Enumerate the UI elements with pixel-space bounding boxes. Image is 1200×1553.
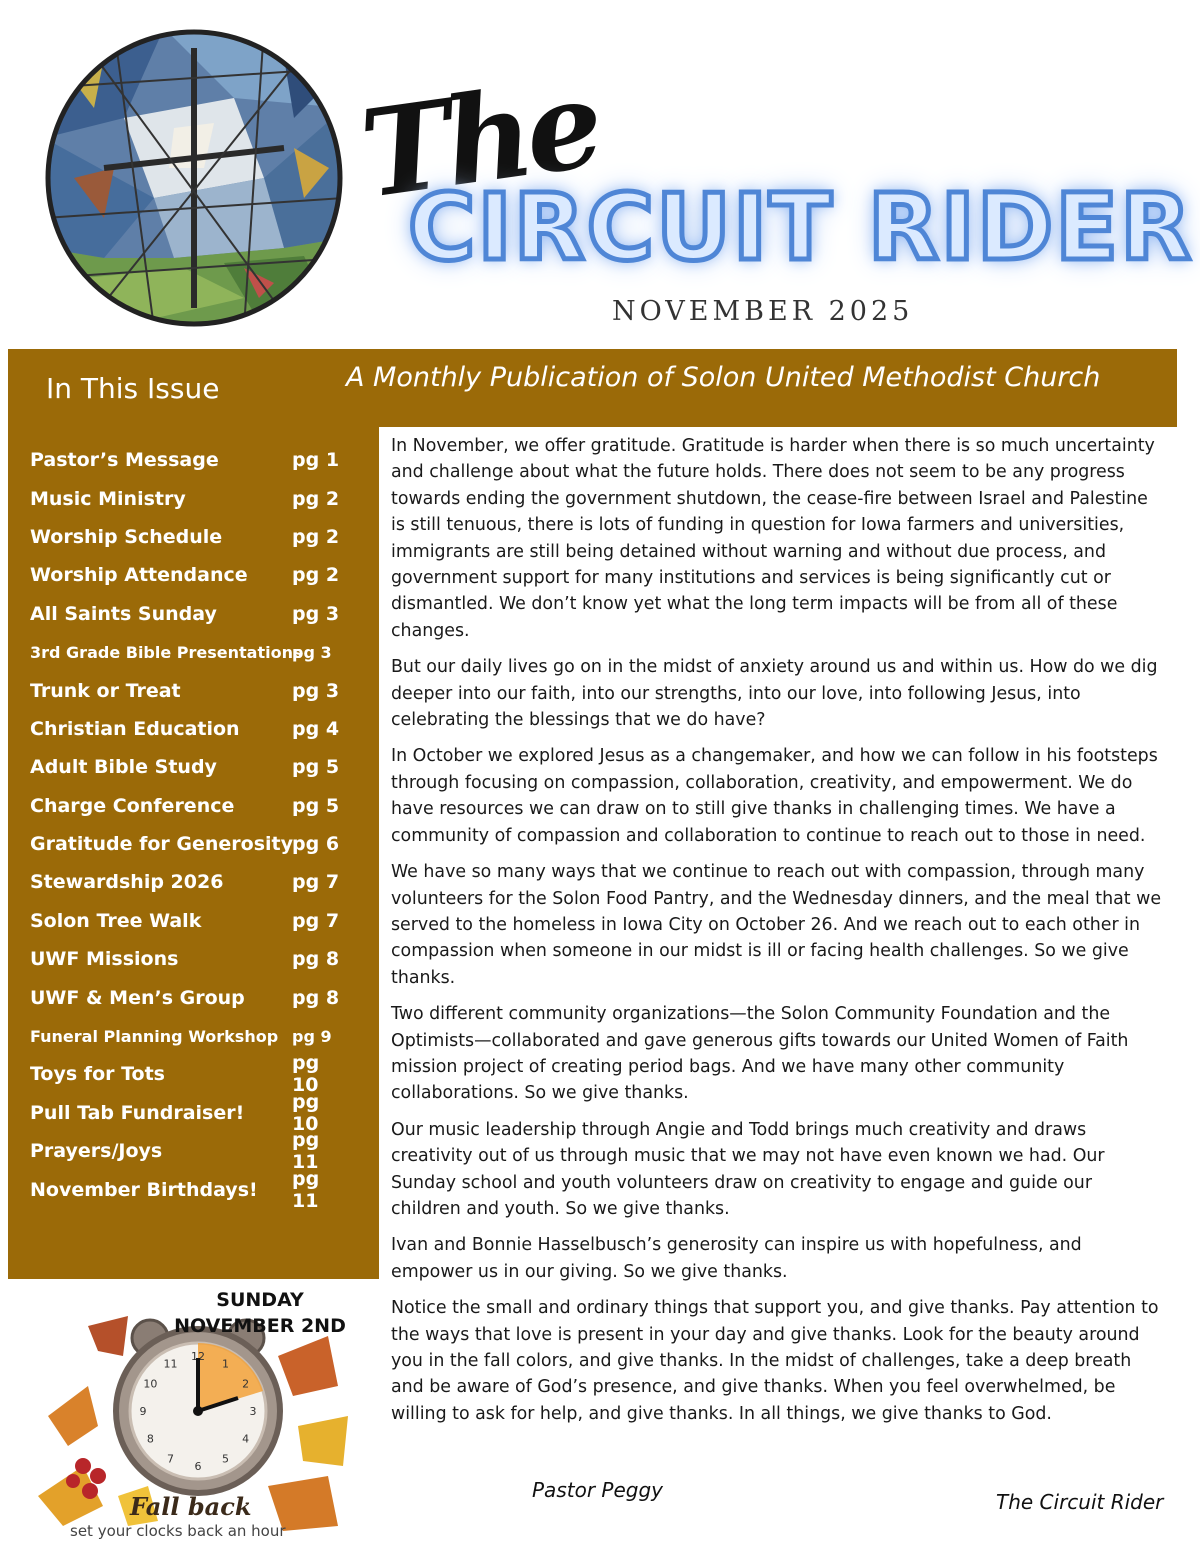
toc-item — [30, 825, 340, 863]
clock-number: 12 — [191, 1350, 205, 1363]
article-paragraph: In October we explored Jesus as a changemaker, and how we can follow in his footsteps through focusing on compassion, collaboration, creativity, and empowerment. We do have resources we can draw on to still give thanks in challenging times. We have a community of compassion and collaboration to continue to reach out to those in need. — [391, 746, 1158, 846]
fall-back-title: Fall back — [130, 1492, 252, 1521]
article-paragraph: We have so many ways that we continue to reach out with compassion, through many volunteers for the Solon Food Pantry, and the Wednesday dinners, and the meal that we served to the homeless in Iowa City on October 26. And we reach out to each other in compassion when someone in our midst is ill or facing health challenges. So we give thanks. — [391, 862, 1162, 988]
toc-item-page: pg 7 — [292, 909, 340, 932]
toc-item-label: November Birthdays! — [30, 1178, 258, 1201]
reminder-date: NOVEMBER 2ND — [174, 1315, 346, 1337]
masthead-title: CIRCUIT RIDER — [408, 174, 1193, 281]
toc-item-page: pg 6 — [292, 833, 340, 856]
toc-item-label: Christian Education — [30, 717, 240, 740]
toc-item-page: pg 2 — [292, 487, 340, 510]
toc-item-label: Stewardship 2026 — [30, 871, 224, 894]
toc-item-page: pg 10 — [292, 1090, 320, 1135]
time-change-reminder — [160, 1287, 360, 1339]
toc-item — [30, 556, 340, 594]
toc-item — [30, 710, 340, 748]
clock-number: 9 — [139, 1405, 147, 1418]
toc-item-page: pg 2 — [292, 525, 340, 548]
toc-item-label: All Saints Sunday — [30, 602, 217, 625]
signature: Pastor Peggy — [532, 1478, 663, 1502]
toc-item — [30, 1052, 340, 1097]
toc-item — [30, 1090, 340, 1135]
toc-item — [30, 748, 340, 786]
article-paragraph: Ivan and Bonnie Hasselbusch’s generosity can inspire us with hopefulness, and empower us in our giving. So we give thanks. — [391, 1235, 1082, 1282]
toc-item-page: pg 5 — [292, 794, 340, 817]
toc-item-label: 3rd Grade Bible Presentations — [30, 642, 303, 662]
toc-item-label: Solon Tree Walk — [30, 909, 202, 932]
clock-number: 1 — [222, 1357, 229, 1371]
alarm-clock-icon — [116, 1320, 280, 1493]
toc-item-label: Gratitude for Generosity — [30, 833, 294, 856]
masthead-title-prefix: The — [353, 53, 606, 226]
clock-number: 11 — [163, 1357, 178, 1371]
toc-item-page: pg 5 — [292, 756, 340, 779]
toc-item — [30, 479, 340, 517]
toc-item — [30, 518, 340, 556]
toc-item — [30, 633, 340, 671]
toc-item-label: Prayers/Joys — [30, 1140, 163, 1163]
toc-item — [30, 902, 340, 940]
article-paragraph: But our daily lives go on in the midst of anxiety around us and within us. How do we dig deeper into our faith, into our strengths, into our love, into following Jesus, into celebrating the blessings that we do have? — [391, 657, 1158, 731]
clock-number: 7 — [167, 1452, 174, 1466]
toc-item — [30, 787, 340, 825]
toc-item-label: Toys for Tots — [30, 1063, 165, 1086]
toc-item-page: pg 11 — [292, 1167, 320, 1212]
toc-item — [30, 978, 340, 1016]
sidebar-title: In This Issue — [46, 372, 220, 405]
toc-item-page: pg 3 — [292, 602, 340, 625]
toc-item-label: Worship Attendance — [30, 564, 248, 587]
toc-item-page: pg 10 — [292, 1052, 320, 1097]
toc-item — [30, 671, 340, 709]
toc-item-label: Music Ministry — [30, 487, 186, 510]
stained-glass-logo — [44, 28, 344, 328]
pastor-message — [391, 433, 1163, 1437]
toc-item — [30, 1167, 340, 1212]
toc-item-label: Pastor’s Message — [30, 449, 219, 472]
clock-number: 5 — [222, 1452, 229, 1466]
article-paragraph: In November, we offer gratitude. Gratitude is harder when there is so much uncertainty and challenge about what the future holds. There does not seem to be any progress towards ending the government shutdown, the cease-fire between Israel and Palestine is still tenuous, there is lots of funding in question for Iowa farmers and universities, immigrants are still being detained without warning and without due process, and government support for many institutions and services is being significantly cut or dismantled. We don’t know yet what the long term impacts will be from all of these changes. — [391, 436, 1155, 641]
toc-item — [30, 863, 340, 901]
toc-item-page: pg 2 — [292, 564, 340, 587]
toc-item — [30, 1129, 340, 1174]
fall-back-subtitle: set your clocks back an hour — [70, 1522, 286, 1540]
toc-item-label: UWF & Men’s Group — [30, 986, 245, 1009]
clock-number: 10 — [143, 1377, 158, 1391]
toc-item-label: Funeral Planning Workshop — [30, 1026, 279, 1046]
toc-item — [30, 595, 340, 633]
table-of-contents — [30, 441, 340, 1212]
toc-item-label: Adult Bible Study — [30, 756, 217, 779]
clock-number: 4 — [242, 1432, 250, 1446]
clock-number: 6 — [194, 1460, 202, 1473]
publication-sign-off: The Circuit Rider — [996, 1490, 1164, 1514]
toc-item-page: pg 4 — [292, 717, 340, 740]
issue-date: NOVEMBER 2025 — [612, 296, 914, 327]
clock-number: 3 — [249, 1405, 257, 1418]
article-paragraph: Two different community organizations—the Solon Community Foundation and the Optimists—collaborated and gave generous gifts towards our United Women of Faith mission project of creating period bags. And we have many other community collaborations. So we give thanks. — [391, 1004, 1129, 1104]
toc-item — [30, 940, 340, 978]
article-paragraph: Notice the small and ordinary things that support you, and give thanks. Pay attention to the ways that love is present in your day and give thanks. Look for the beauty around you in the fall colors, and give thanks. In the midst of challenges, take a deep breath and be aware of God’s presence, and give thanks. When you feel overwhelmed, be willing to ask for help, and give thanks. In all things, we give thanks to God. — [391, 1298, 1159, 1424]
toc-item-page: pg 1 — [292, 449, 340, 472]
toc-item-label: UWF Missions — [30, 948, 179, 971]
toc-item-label: Worship Schedule — [30, 525, 223, 548]
toc-item-label: Charge Conference — [30, 794, 235, 817]
toc-item-label: Trunk or Treat — [30, 679, 181, 702]
toc-item — [30, 441, 340, 479]
article-paragraph: Our music leadership through Angie and Todd brings much creativity and draws creativity out of us through music that we may not have even known we had. Our Sunday school and youth volunteers draw on creativity to engage and guide our children and youth. So we give thanks. — [391, 1119, 1105, 1219]
toc-item-page: pg 8 — [292, 948, 340, 971]
toc-item-page: pg 3 — [292, 642, 332, 662]
toc-item-page: pg 8 — [292, 986, 340, 1009]
toc-item-label: Pull Tab Fundraiser! — [30, 1101, 245, 1124]
toc-item-page: pg 11 — [292, 1129, 320, 1174]
toc-item-page: pg 3 — [292, 679, 340, 702]
clock-number: 8 — [146, 1432, 154, 1446]
reminder-day: SUNDAY — [216, 1289, 304, 1311]
toc-item-page: pg 7 — [292, 871, 340, 894]
clock-number: 2 — [242, 1377, 250, 1391]
toc-item-page: pg 9 — [292, 1026, 332, 1046]
toc-item — [30, 1017, 340, 1055]
publication-tagline: A Monthly Publication of Solon United Methodist Church — [346, 362, 1101, 393]
